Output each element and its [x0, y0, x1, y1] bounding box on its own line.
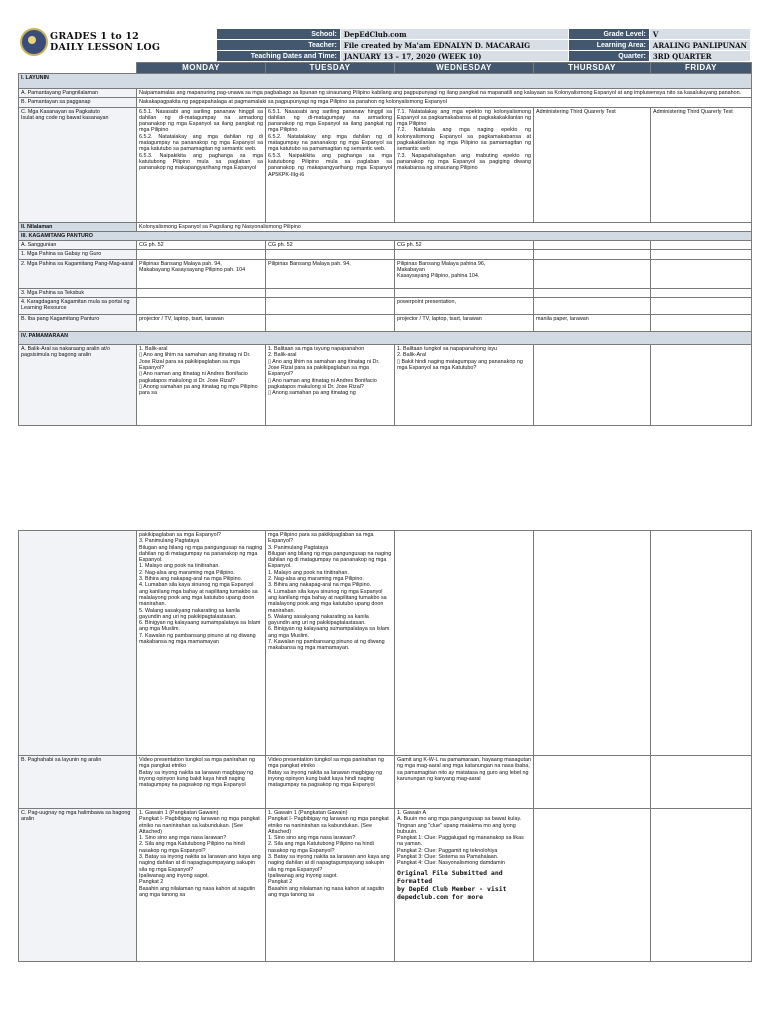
- paghahabi-monday: Video presentation tungkol sa mga panirahan ng mga pangkat etniko Batay sa inyong nakita sa larawan magbigay ng inyong opinyon kung bakit kaya hindi naging matagumpay na pagsakop ng mga Espanyol: [137, 756, 266, 809]
- lesson-log-page-2: [18, 530, 751, 962]
- pahina-friday: [651, 259, 752, 288]
- form-title: [50, 31, 160, 53]
- kasanayan-thursday: Administering Third Quarerly Test: [534, 107, 651, 222]
- paguugnay-friday: [651, 809, 752, 962]
- table-row: [19, 531, 752, 756]
- table-row: [19, 259, 752, 288]
- section-kagamitan: III. KAGAMITANG PANTURO: [19, 231, 752, 240]
- paguugnay-label: C. Pag-uugnay ng mga halimbawa sa bagong aralin: [19, 809, 137, 962]
- table-row: [19, 231, 752, 240]
- paguugnay-wednesday: 1. Gawain A A. Buuin mo ang mga pangungusap sa bawat kulay. Tingnan ang "clue" upang maiakma mo ang iyong bubuuin. Pangkat 1: Clue: Paggalugad ng mananakop sa likas na yaman. Pangkat 2: Clue: Paggamit ng teknolohiya Pangkat 3: Clue: Sistema sa Pamahalaan. Pangkat 4: Clue: Nasyonalismong damdamin: [397, 810, 524, 867]
- continued-monday: pakikipaglaban sa mga Espanyol? 3. Panimulang Pagtataya Bilugan ang bilang ng mga pangungusap na naging dahilan ng di matagumpay na pananakop ng mga Espanyol. 1. Malayo ang pook na tinitirahan. 2. Nag-alsa ang maraming mga Pilipino. 3. Bihira ang nakapag-aral na mga Pilipino. 4. Lumaban sila kaya sinunog ng mga Espanyol ang kanilang mga bahay at napilitang tumakbo sa malalayong pook ang mga katutubo upang doon manirahan. 5. Walang sasakyang nakarating sa kanila gayundin ang uri ng pakikipagtalastasan. 6. Binigyan ng kalayaang sumampalataya sa Islam ang mga Muslim. 7. Kawalan ng pambansang pinuno at ng diwang makabansa ng mga mamamayan: [137, 531, 266, 756]
- gabay-label: 1. Mga Pahina sa Gabay ng Guro: [19, 250, 137, 259]
- lesson-table-page-2: [18, 530, 752, 962]
- teaching-dates-label: Teaching Dates and Time:: [217, 51, 341, 62]
- sanggunian-tuesday: CG ph. 52: [266, 241, 395, 250]
- continued-wednesday: [395, 531, 534, 756]
- iba-friday: [651, 315, 752, 332]
- karagdagang-wednesday: powerpoint presentation,: [395, 298, 534, 315]
- table-row: [19, 222, 752, 231]
- nilalaman-text: Kolonyalismong Espanyol sa Pagsilang ng Nasyonalismong Pilipino: [137, 222, 752, 231]
- balik-aral-label: A. Balik-Aral sa nakaraang aralin at/o pagsisimula ng bagong aralin: [19, 345, 137, 426]
- pahina-tuesday: Pilipinas Bansang Malaya pah. 94,: [266, 259, 395, 288]
- table-row: [19, 89, 752, 98]
- day-wednesday: WEDNESDAY: [395, 63, 534, 74]
- kasanayan-friday: Administering Third Quarerly Test: [651, 107, 752, 222]
- form-title-line2: DAILY LESSON LOG: [50, 42, 161, 53]
- karagdagang-monday: [137, 298, 266, 315]
- table-row: [19, 98, 752, 107]
- school-value: DepEdClub.com: [340, 29, 568, 40]
- sanggunian-thursday: [534, 241, 651, 250]
- pangnilalaman-label: A. Pamantayang Pangnilalaman: [19, 89, 137, 98]
- paghahabi-friday: [651, 756, 752, 809]
- balik-aral-monday: 1. Balik-aral ▯ Ano ang lihim na samahan ang itinatag ni Dr. Jose Rizal para sa pakikipaglaban sa mga Espanyol? ▯ Ano naman ang itinatag ni Andres Bonifacio pagkatapos makulong si Dr. Jose Rizal? ▯ Anong samahan pa ang itinatag ng mga Pilipino para sa: [137, 345, 266, 426]
- continued-friday: [651, 531, 752, 756]
- school-label: School:: [217, 29, 341, 40]
- table-row: [19, 298, 752, 315]
- section-layunin: I. LAYUNIN: [19, 74, 752, 89]
- karagdagang-friday: [651, 298, 752, 315]
- grade-level-label: Grade Level:: [569, 29, 650, 40]
- pahina-monday: Pilipinas Bansang Malaya pah. 94, Makabayang Kasaysayang Pilipino pah. 104: [137, 259, 266, 288]
- teaching-dates-value: JANUARY 13 – 17, 2020 (WEEK 10): [340, 51, 568, 62]
- iba-monday: projector / TV, laptop, tsart, larawan: [137, 315, 266, 332]
- continued-tuesday: mga Pilipino para sa pakikipaglaban sa mga Espanyol? 3. Panimulang Pagtataya Bilugan ang bilang ng mga pangungusap na naging dahilan ng di matagumpay na pananakop ng mga Espanyol. 1. Malayo ang pook na tinitirahan. 2. Nag-alsa ang maraming mga Pilipino. 3. Bihira ang nakapag-aral na mga Pilipino. 4. Lumaban sila kaya sinunog ng mga Espanyol ang kanilang mga bahay at napilitang tumakbo sa malalayong pook ang mga katutubo upang doon manirahan. 5. Walang sasakyang nakarating sa kanila gayundin ang uri ng pakikipagtalastasan. 6. Binigyan ng kalayaang sumampalataya sa Islam ang mga Muslim. 7. Kawalan ng pambansang pinuno at ng diwang makabansa ng mga mamamayan.: [266, 531, 395, 756]
- nilalaman-label: II. Nilalaman: [19, 222, 137, 231]
- karagdagang-label: 4. Karagdagang Kagamitan mula sa portal ng Learning Resource: [19, 298, 137, 315]
- form-title-line1: GRADES 1 to 12: [50, 31, 139, 42]
- table-row: [19, 74, 752, 89]
- table-row: [19, 241, 752, 250]
- sanggunian-wednesday: CG ph. 52: [395, 241, 534, 250]
- kasanayan-label: C. Mga Kasanayan sa Pagkatuto Isulat ang code ng bawat kasanayan: [19, 107, 137, 222]
- section-pamamaraan: IV. PAMAMARAAN: [19, 332, 752, 345]
- learning-area-label: Learning Area:: [569, 40, 650, 51]
- iba-tuesday: [266, 315, 395, 332]
- lesson-table-page-1: [18, 62, 752, 426]
- balik-aral-wednesday: 1. Balitaan tungkol sa napapanahong isyu 2. Balik-Aral ▯ Bakit hindi naging matagumpay ang pananakop ng mga Espanyol sa mga Katutubo?: [395, 345, 534, 426]
- table-row: [19, 288, 752, 297]
- sanggunian-monday: CG ph. 52: [137, 241, 266, 250]
- balik-aral-tuesday: 1. Balitaan sa mga isyung napapanahon 2. Balik-aral ▯ Ano ang lihim na samahan ang itinatag ni Dr. Jose Rizal para sa pakikipaglaban sa mga Espanyol? ▯ Ano naman ang itinatag ni Andres Bonifacio pagkatapos makulong si Dr. Jose Rizal? ▯ Anong samahan pa ang itinatag ng: [266, 345, 395, 426]
- quarter-label: Quarter:: [569, 51, 650, 62]
- kasanayan-tuesday: 6.5.1. Nasasabi ang sariling pananaw hinggil sa dahilan ng di-matagumpay na armadong pananakop ng mga Espanyol sa ilang pangkat ng mga Pilipino 6.5.2. Natatalakay ang mga dahilan ng di matagumpay na pananakop ng mga Espanyol sa mga katutubo sa pamamagitan ng semantic web. 6.5.3. Naipakikita ang paghanga sa mga katutubong Pilipino mula sa paglaban sa pananakop ng makapangyarihang mga Espanyol AP5KPK-IIIg-i6: [266, 107, 395, 222]
- pahina-label: 2. Mga Pahina sa Kagamitang Pang-Mag-aaral: [19, 259, 137, 288]
- learning-area-value: ARALING PANLIPUNAN: [649, 40, 750, 51]
- paguugnay-wednesday-cell: [395, 809, 534, 962]
- kasanayan-wednesday: 7.1. Natatalakay ang mga epekto ng kolonyalismong Espanyol sa pagkamakabansa at pagkakakakilanlan ng mga Pilipino 7.2. Naitatala ang mga naging epekto ng kolonyalismong Espanyol sa pagkamakabansa at pagkakakilanlan ng mga Pilipino sa pamamagitan ng semantic web 7.3. Napapahalagahan ang mabuting epekto ng pananakop ng mga Espanyol sa pagiging diwang makabansa ng sinaunang Pilipino: [395, 107, 534, 222]
- pagganap-label: B. Pamantayan sa pagganap: [19, 98, 137, 107]
- table-row: [19, 107, 752, 222]
- grade-level-value: V: [649, 29, 750, 40]
- karagdagang-thursday: [534, 298, 651, 315]
- form-header: [18, 28, 751, 62]
- kasanayan-monday: 6.5.1. Nasasabi ang sariling pananaw hinggil sa dahilan ng di-matagumpay na armadong pananakop ng mga Espanyol sa ilang pangkat ng mga Pilipino 6.5.2. Natatalakay ang mga dahilan ng di matagumpay na pananakop ng mga Espanyol sa mga katutubo sa pamamagitan ng semantic web. 6.5.3. Naipakikita ang paghanga sa mga katutubong Pilipino mula sa paglaban sa pananakop ng makapangyarihang mga Espanyol: [137, 107, 266, 222]
- pagganap-text: Nakakapagpakita ng pagpapahalaga at pagmamalaki sa pagpupunyagi ng mga Pilipino sa panahon ng kolonyalismong Espanyol: [137, 98, 752, 107]
- paguugnay-thursday: [534, 809, 651, 962]
- teksbuk-label: 3. Mga Pahina sa Teksbuk: [19, 288, 137, 297]
- pahina-wednesday: Pilipinas Bansang Malaya pahina 96, Makabayan Kasaysayang Pilipino, pahina 104.: [395, 259, 534, 288]
- day-friday: FRIDAY: [651, 63, 752, 74]
- pangnilalaman-text: Naipamamalas ang mapanuring pag-unawa sa mga pagbabago sa lipunan ng sinaunang Pilipino kabilang ang pagpupunyagi ng ilang pangkat na mapanatili ang kalayaan sa Kolonyalismong Espanyol at ang impluwensya nito sa kasalukuyang panahon.: [137, 89, 752, 98]
- balik-aral-thursday: [534, 345, 651, 426]
- paghahabi-tuesday: Video presentation tungkol sa mga panirahan ng mga pangkat etniko Batay sa inyong nakita sa larawan magbigay ng inyong opinyon kung bakit kaya hindi naging matagumpay na pagsakop ng mga Espanyol: [266, 756, 395, 809]
- paghahabi-thursday: [534, 756, 651, 809]
- iba-wednesday: projector / TV, laptop, tsart, larawan: [395, 315, 534, 332]
- continued-thursday: [534, 531, 651, 756]
- table-row: [19, 315, 752, 332]
- iba-label: B. Iba pang Kagamitang Panturo: [19, 315, 137, 332]
- teacher-value: File created by Ma'am EDNALYN D. MACARAIG: [340, 40, 568, 51]
- day-tuesday: TUESDAY: [266, 63, 395, 74]
- table-row: [19, 332, 752, 345]
- balik-aral-continued-label: [19, 531, 137, 756]
- day-header-row: [19, 63, 752, 74]
- header-info-table: [216, 28, 751, 62]
- iba-thursday: manila paper, larawan: [534, 315, 651, 332]
- table-row: [19, 809, 752, 962]
- paghahabi-label: B. Paghahabi sa layunin ng aralin: [19, 756, 137, 809]
- lesson-log-page-1: [18, 28, 751, 426]
- deped-seal-icon: [20, 28, 48, 56]
- paghahabi-wednesday: Gamit ang K-W-L na pamamaraan, hayaang masagutan ng mga mag-aaral ang mga katanungan na nasa ibaba, sa pamamagitan nito ay matatasa ng guro ang lebel ng karunungan ng kanyang mag-aaral: [395, 756, 534, 809]
- pahina-thursday: [534, 259, 651, 288]
- sanggunian-friday: [651, 241, 752, 250]
- balik-aral-friday: [651, 345, 752, 426]
- paguugnay-monday: 1. Gawain 1 (Pangkatan Gawain) Pangkat I- Pagbibigay ng larawan ng mga pangkat etniko na naninirahan sa kabundukan. (See Attached) 1. Sino sino ang mga nasa larawan? 2. Sila ang mga Katutubong Pilipino na hindi nasakop ng mga Espanyol? 3. Batay sa inyong nakita sa larawan ano kaya ang naging dahilan at di napagtagumpayang sakupin sila ng mga Espanyol? Ipaliwanag ang inyong sagot. Pangkat 2 Basahin ang nilalaman ng nasa kahon at sagutin ang mga tanong sa: [137, 809, 266, 962]
- table-row: [19, 345, 752, 426]
- sanggunian-label: A. Sanggunian: [19, 241, 137, 250]
- karagdagang-tuesday: [266, 298, 395, 315]
- teacher-label: Teacher:: [217, 40, 341, 51]
- table-row: [19, 250, 752, 259]
- day-monday: MONDAY: [137, 63, 266, 74]
- table-row: [19, 756, 752, 809]
- paguugnay-tuesday: 1. Gawain 1 (Pangkatan Gawain) Pangkat I- Pagbibigay ng larawan ng mga pangkat etniko na naninirahan sa kabundukan. (See Attached) 1. Sino sino ang mga nasa larawan? 2. Sila ang mga Katutubong Pilipino na hindi nasakop ng mga Espanyol? 3. Batay sa inyong nakita sa larawan ano kaya ang naging dahilan at di napagtagumpayang sakupin sila ng mga Espanyol? Ipaliwanag ang inyong sagot. Pangkat 2 Basahin ang nilalaman ng nasa kahon at sagutin ang mga tanong sa: [266, 809, 395, 962]
- quarter-value: 3RD QUARTER: [649, 51, 750, 62]
- day-thursday: THURSDAY: [534, 63, 651, 74]
- depedclub-watermark: Original File Submitted and Formatted by DepEd Club Member - visit depedclub.com for more: [397, 868, 507, 901]
